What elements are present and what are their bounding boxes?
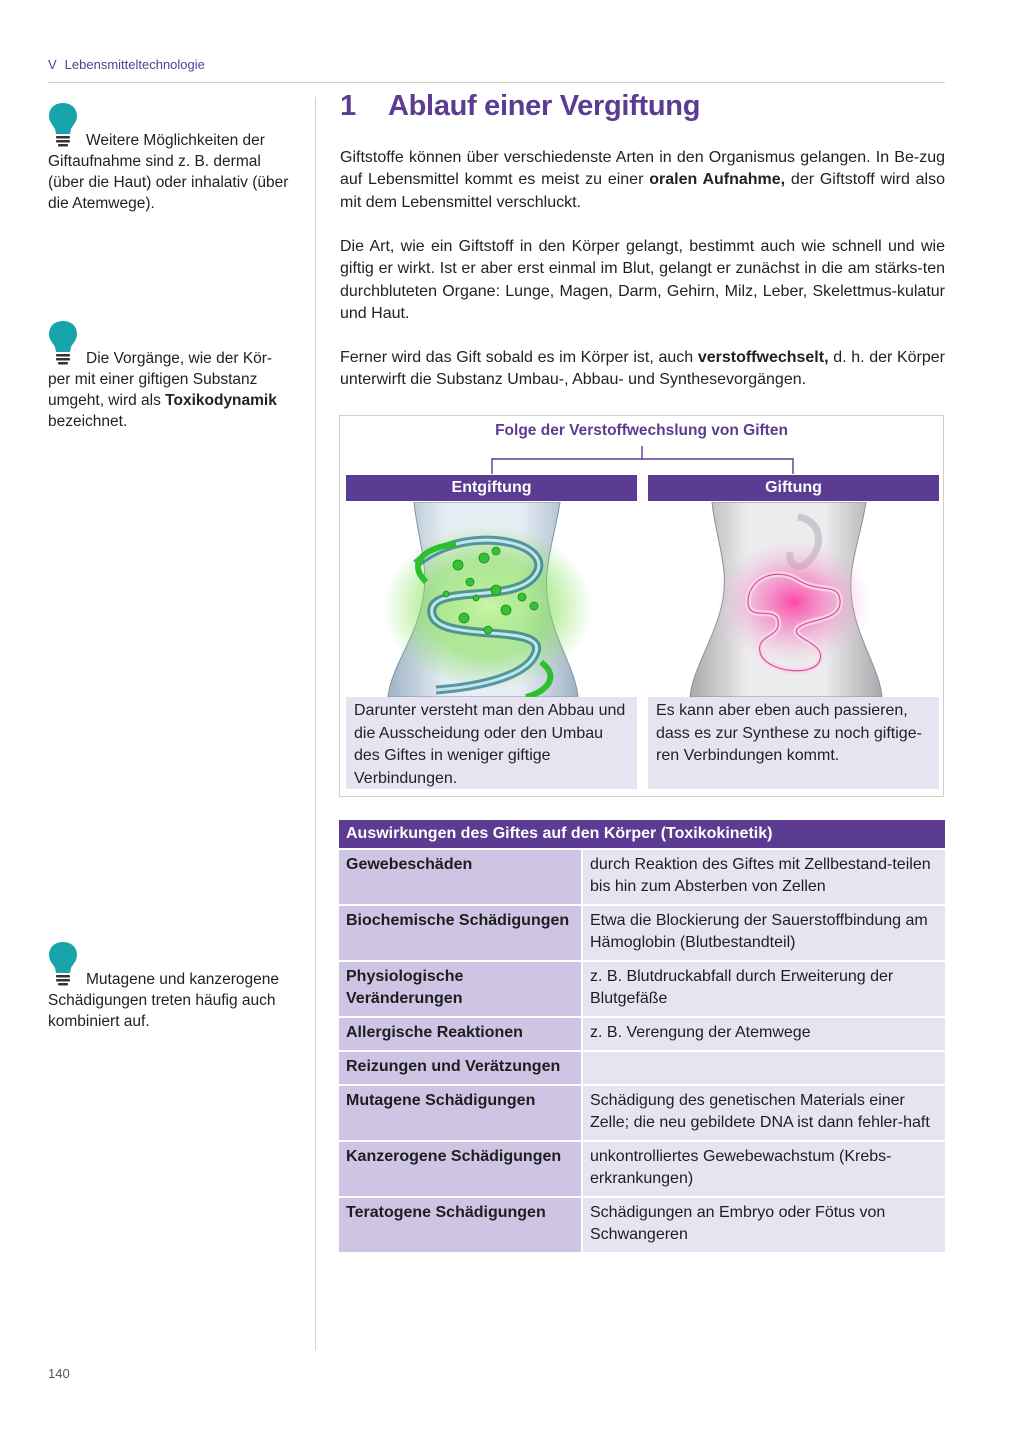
header-divider [48, 82, 945, 83]
label-entgiftung: Entgiftung [346, 475, 637, 501]
sidebar-tip-3 [48, 941, 293, 1032]
running-header [48, 57, 205, 72]
figure-bracket [340, 416, 945, 476]
section-title [340, 90, 700, 123]
sidebar-tip-2 [48, 320, 293, 432]
tip-1-text: Weitere Möglichkeiten der Giftaufnahme sind z. B. dermal (über die Haut) oder inhalativ (über die Atemwege). [48, 132, 289, 212]
sidebar-tip-1 [48, 102, 293, 214]
term-toxikodynamik: Toxikodynamik [165, 392, 277, 409]
paragraph-2: Die Art, wie ein Giftstoff in den Körper gelangt, bestimmt auch wie schnell und wie giftig er wirkt. Ist er aber erst einmal im Blut, gelangt er zunächst in die am stärks-ten durchbluteten Organe: Lunge, Magen, Darm, Gehirn, Milz, Leber, Skelettmus-kulatur und Haut. [340, 238, 945, 322]
row-value: durch Reaktion des Giftes mit Zellbestand-teilen bis hin zum Absterben von Zellen [582, 849, 945, 905]
paragraph-1: Giftstoffe können über verschiedenste Arten in den Organismus gelangen. In Be-zug auf Lebensmittel kommt es meist zu einer oralen Aufnahme, der Giftstoff wird also mit dem Lebensmittel verschluckt. [340, 149, 945, 211]
paragraph-3: Ferner wird das Gift sobald es im Körper ist, auch verstoffwechselt, d. h. der Körper unterwirft die Substanz Umbau-, Abbau- und Synthesevorgängen. [340, 349, 945, 389]
row-value: z. B. Blutdruckabfall durch Erweiterung der Blutgefäße [582, 961, 945, 1017]
detox-illustration [346, 502, 637, 697]
chapter-title: Lebensmitteltechnologie [64, 57, 205, 72]
toxification-illustration [648, 502, 939, 697]
section-number: 1 [340, 90, 356, 122]
row-value: unkontrolliertes Gewebewachstum (Krebs-erkrankungen) [582, 1141, 945, 1197]
table-row [339, 849, 945, 905]
row-key: Biochemische Schädigungen [339, 905, 582, 961]
term-verstoffwechselt: verstoffwechselt, [697, 349, 829, 366]
metabolism-figure [339, 415, 944, 797]
table-header: Auswirkungen des Giftes auf den Körper (Toxikokinetik) [339, 820, 945, 849]
column-divider [315, 97, 316, 1350]
row-value [582, 1051, 945, 1085]
lightbulb-icon [48, 102, 78, 148]
table-row [339, 1197, 945, 1252]
page-number: 140 [48, 1366, 70, 1381]
label-giftung: Giftung [648, 475, 939, 501]
lightbulb-icon [48, 941, 78, 987]
tip-2-text: Die Vorgänge, wie der Kör-per mit einer giftigen Substanz umgeht, wird als Toxikodynamik bezeichnet. [48, 350, 277, 430]
table-row [339, 1017, 945, 1051]
lightbulb-icon [48, 320, 78, 366]
row-key: Gewebeschäden [339, 849, 582, 905]
row-value: Schädigung des genetischen Materials einer Zelle; die neu gebildete DNA ist dann fehler-haft [582, 1085, 945, 1141]
row-value: Etwa die Blockierung der Sauerstoffbindung am Hämoglobin (Blutbestandteil) [582, 905, 945, 961]
table-row [339, 905, 945, 961]
table-row [339, 1141, 945, 1197]
row-key: Kanzerogene Schädigungen [339, 1141, 582, 1197]
table-row [339, 961, 945, 1017]
term-orale-aufnahme: oralen Aufnahme, [649, 171, 786, 189]
table-row [339, 1085, 945, 1141]
figure-title: Folge der Verstoffwechslung von Giften [495, 422, 788, 439]
row-value: Schädigungen an Embryo oder Fötus von Schwangeren [582, 1197, 945, 1252]
row-key: Mutagene Schädigungen [339, 1085, 582, 1141]
caption-entgiftung: Darunter versteht man den Abbau und die Ausscheidung oder den Umbau des Giftes in weniger giftige Verbindungen. [346, 697, 637, 789]
table-row [339, 1051, 945, 1085]
tip-3-text: Mutagene und kanzerogene Schädigungen treten häufig auch kombiniert auf. [48, 971, 280, 1030]
row-key: Reizungen und Verätzungen [339, 1051, 582, 1085]
row-key: Teratogene Schädigungen [339, 1197, 582, 1252]
section-title-text: Ablauf einer Vergiftung [388, 90, 701, 122]
caption-giftung: Es kann aber eben auch passieren, dass es zur Synthese zu noch giftige-ren Verbindungen kommt. [648, 697, 939, 789]
effects-table [339, 820, 945, 1252]
row-key: Allergische Reaktionen [339, 1017, 582, 1051]
row-value: z. B. Verengung der Atemwege [582, 1017, 945, 1051]
row-key: Physiologische Veränderungen [339, 961, 582, 1017]
chapter-number: V [48, 57, 57, 72]
